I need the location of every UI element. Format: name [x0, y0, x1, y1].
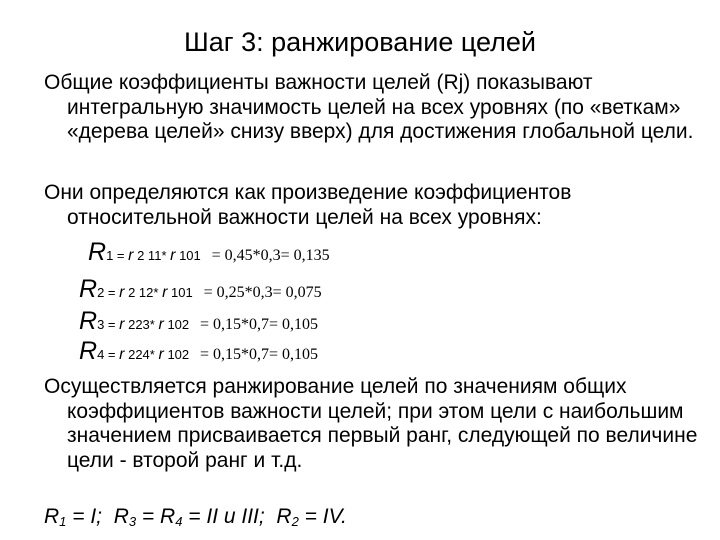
- formula-factor: r: [119, 346, 125, 363]
- formula-equals: =: [116, 248, 125, 263]
- formula-factor: r: [158, 346, 164, 363]
- formula-factor: r: [158, 316, 164, 333]
- formula-factor: r: [119, 316, 125, 333]
- formula-multiply: *: [153, 285, 159, 300]
- formula-factor: r: [119, 284, 125, 301]
- formula-symbol: R: [79, 307, 98, 335]
- final-symbol: R: [160, 505, 176, 528]
- formula-r1: [88, 240, 330, 268]
- final-text: =: [136, 505, 161, 528]
- formula-r3: [79, 309, 318, 337]
- slide-title: Шаг 3: ранжирование целей: [184, 27, 536, 57]
- formula-index: 2: [97, 285, 105, 300]
- formula-equals: =: [107, 285, 116, 300]
- formula-symbol: R: [88, 238, 107, 266]
- formula-factor-index: 101: [171, 285, 193, 300]
- formula-result: = 0,15*0,7= 0,105: [199, 316, 319, 333]
- formula-result: = 0,45*0,3= 0,135: [211, 247, 330, 264]
- final-symbol: R: [276, 505, 292, 528]
- formula-factor: r: [162, 284, 168, 301]
- paragraph-definition: Они определяются как произведение коэффициентов относительной важности целей на всех уровнях:: [44, 181, 572, 229]
- final-index: 4: [175, 514, 183, 529]
- ranking-result: [44, 504, 347, 535]
- paragraph-general-coefficients: Общие коэффициенты важности целей (Rj) показывают интегральную значимость целей на всех уровнях (по «веткам» «дерева целей» снизу вверх) для достижения глобальной цели.: [44, 71, 694, 143]
- formula-r2: [79, 277, 322, 305]
- formula-index: 3: [97, 317, 105, 332]
- formula-index: 4: [97, 347, 105, 362]
- formula-factor-index: 224: [128, 347, 150, 362]
- formula-factor-index: 2 11: [137, 248, 162, 263]
- formula-multiply: *: [149, 317, 155, 332]
- formula-factor-index: 102: [167, 317, 190, 332]
- formula-equals: =: [107, 317, 116, 332]
- final-text: = I;: [66, 505, 114, 528]
- formula-factor-index: 223: [128, 317, 150, 332]
- formula-symbol: R: [79, 275, 98, 303]
- final-index: 3: [128, 514, 137, 529]
- final-text: = II и III;: [182, 505, 277, 528]
- final-index: 2: [291, 514, 299, 529]
- formula-symbol: R: [79, 337, 98, 365]
- final-symbol: R: [113, 505, 129, 528]
- paragraph-ranking: Осуществляется ранжирование целей по значениям общих коэффициентов важности целей; при этом цели с наибольшим значением присваивается первый ранг, следующей по величине цели - второй ранг и т.д.: [44, 375, 698, 472]
- formula-r4: [79, 339, 318, 367]
- formula-multiply: *: [149, 347, 155, 362]
- final-symbol: R: [44, 505, 60, 528]
- formula-equals: =: [107, 347, 116, 362]
- formula-factor: r: [170, 247, 176, 264]
- final-text: = IV.: [298, 505, 347, 528]
- formula-factor-index: 101: [179, 248, 201, 263]
- formula-factor: r: [128, 247, 134, 264]
- formula-result: = 0,25*0,3= 0,075: [203, 284, 322, 301]
- final-index: 1: [59, 514, 67, 529]
- formula-multiply: *: [161, 248, 167, 263]
- formula-index: 1: [106, 248, 114, 263]
- formula-factor-index: 2 12: [128, 285, 154, 300]
- formula-result: = 0,15*0,7= 0,105: [199, 346, 319, 363]
- formula-factor-index: 102: [167, 347, 190, 362]
